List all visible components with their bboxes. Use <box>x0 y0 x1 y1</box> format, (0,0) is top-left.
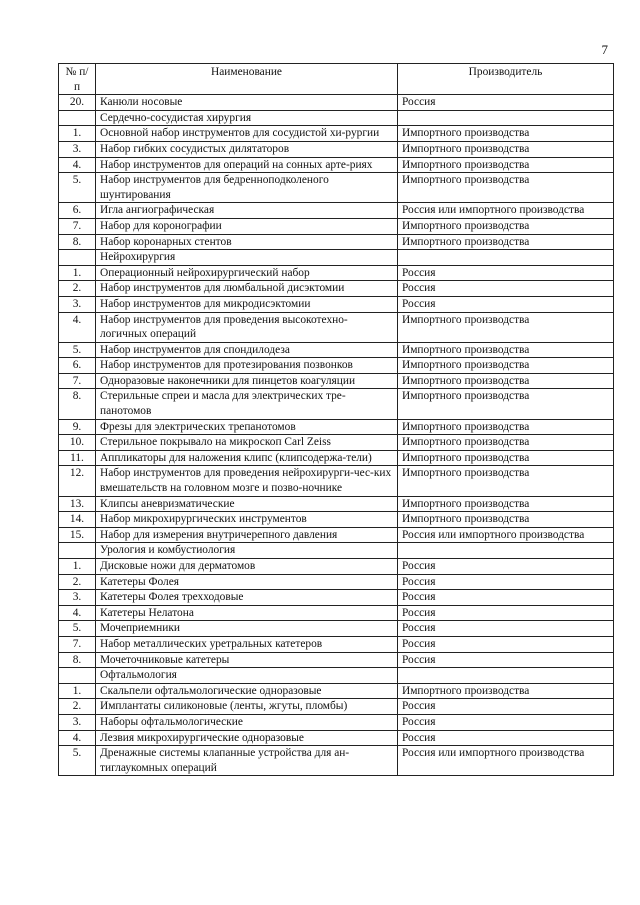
row-number: 15. <box>59 527 96 543</box>
page-number: 7 <box>601 42 608 57</box>
item-name: Одноразовые наконечники для пинцетов коагуляции <box>96 373 398 389</box>
row-number: 5. <box>59 746 96 776</box>
table-row <box>59 141 614 157</box>
row-number: 4. <box>59 157 96 173</box>
section-num-cell <box>59 668 96 684</box>
item-manufacturer: Импортного производства <box>398 373 614 389</box>
item-name: Аппликаторы для наложения клипс (клипсодержа-тели) <box>96 450 398 466</box>
item-name: Стерильные спреи и масла для электрических тре-панотомов <box>96 389 398 419</box>
table-row <box>59 714 614 730</box>
row-number: 3. <box>59 714 96 730</box>
item-manufacturer: Импортного производства <box>398 389 614 419</box>
item-manufacturer: Импортного производства <box>398 358 614 374</box>
table-row <box>59 126 614 142</box>
table-row <box>59 574 614 590</box>
item-name: Лезвия микрохирургические одноразовые <box>96 730 398 746</box>
row-number: 4. <box>59 730 96 746</box>
item-name: Набор коронарных стентов <box>96 234 398 250</box>
item-name: Фрезы для электрических трепанотомов <box>96 419 398 435</box>
row-number: 11. <box>59 450 96 466</box>
table-row <box>59 342 614 358</box>
row-number: 2. <box>59 574 96 590</box>
row-number: 8. <box>59 234 96 250</box>
item-name: Мочеточниковые катетеры <box>96 652 398 668</box>
item-manufacturer: Россия <box>398 730 614 746</box>
item-name: Наборы офтальмологические <box>96 714 398 730</box>
table-row <box>59 559 614 575</box>
table-row <box>59 312 614 342</box>
header-num: № п/п <box>59 64 96 95</box>
row-number: 20. <box>59 95 96 111</box>
item-manufacturer: Россия <box>398 699 614 715</box>
section-mfr-cell <box>398 250 614 266</box>
table-row <box>59 389 614 419</box>
item-manufacturer: Россия <box>398 559 614 575</box>
row-number: 1. <box>59 683 96 699</box>
item-manufacturer: Импортного производства <box>398 126 614 142</box>
table-row <box>59 419 614 435</box>
table-row <box>59 265 614 281</box>
item-name: Канюли носовые <box>96 95 398 111</box>
row-number: 1. <box>59 265 96 281</box>
row-number: 2. <box>59 281 96 297</box>
item-manufacturer: Импортного производства <box>398 312 614 342</box>
section-mfr-cell <box>398 110 614 126</box>
row-number: 8. <box>59 652 96 668</box>
item-name: Катетеры Фолея <box>96 574 398 590</box>
item-name: Набор металлических уретральных катетеров <box>96 636 398 652</box>
table-row <box>59 373 614 389</box>
item-name: Дисковые ножи для дерматомов <box>96 559 398 575</box>
item-name: Клипсы аневризматические <box>96 496 398 512</box>
row-number: 12. <box>59 466 96 496</box>
row-number: 9. <box>59 419 96 435</box>
row-number: 2. <box>59 699 96 715</box>
item-manufacturer: Россия <box>398 605 614 621</box>
row-number: 3. <box>59 296 96 312</box>
section-row <box>59 110 614 126</box>
row-number: 5. <box>59 342 96 358</box>
item-name: Набор для измерения внутричерепного давления <box>96 527 398 543</box>
section-title: Сердечно-сосудистая хирургия <box>96 110 398 126</box>
section-num-cell <box>59 543 96 559</box>
table-row <box>59 730 614 746</box>
row-number: 5. <box>59 173 96 203</box>
section-row <box>59 668 614 684</box>
section-mfr-cell <box>398 668 614 684</box>
row-number: 14. <box>59 512 96 528</box>
item-name: Набор инструментов для бедренноподколеного шунтирования <box>96 173 398 203</box>
item-name: Набор инструментов для микродисэктомии <box>96 296 398 312</box>
item-name: Набор инструментов для проведения высокотехно-логичных операций <box>96 312 398 342</box>
item-manufacturer: Россия <box>398 265 614 281</box>
row-number: 7. <box>59 218 96 234</box>
table-row <box>59 281 614 297</box>
item-manufacturer: Россия <box>398 95 614 111</box>
table-row <box>59 496 614 512</box>
section-mfr-cell <box>398 543 614 559</box>
item-name: Операционный нейрохирургический набор <box>96 265 398 281</box>
item-manufacturer: Импортного производства <box>398 141 614 157</box>
table-row <box>59 636 614 652</box>
table-row <box>59 590 614 606</box>
item-name: Катетеры Нелатона <box>96 605 398 621</box>
table-row <box>59 95 614 111</box>
table-row <box>59 358 614 374</box>
section-title: Урология и комбустиология <box>96 543 398 559</box>
section-title: Нейрохирургия <box>96 250 398 266</box>
table-row <box>59 466 614 496</box>
section-row <box>59 250 614 266</box>
table-row <box>59 512 614 528</box>
table-row <box>59 683 614 699</box>
item-name: Катетеры Фолея трехходовые <box>96 590 398 606</box>
table-row <box>59 296 614 312</box>
item-manufacturer: Импортного производства <box>398 450 614 466</box>
row-number: 1. <box>59 559 96 575</box>
item-manufacturer: Россия <box>398 714 614 730</box>
table-row <box>59 527 614 543</box>
row-number: 3. <box>59 590 96 606</box>
section-title: Офтальмология <box>96 668 398 684</box>
row-number: 8. <box>59 389 96 419</box>
item-manufacturer: Россия или импортного производства <box>398 203 614 219</box>
item-manufacturer: Россия <box>398 574 614 590</box>
row-number: 4. <box>59 312 96 342</box>
item-name: Основной набор инструментов для сосудистой хи-рургии <box>96 126 398 142</box>
item-name: Набор инструментов для протезирования позвонков <box>96 358 398 374</box>
item-name: Набор инструментов для люмбальной дисэктомии <box>96 281 398 297</box>
row-number: 7. <box>59 636 96 652</box>
table-row <box>59 450 614 466</box>
row-number: 1. <box>59 126 96 142</box>
section-row <box>59 543 614 559</box>
item-manufacturer: Импортного производства <box>398 466 614 496</box>
item-name: Мочеприемники <box>96 621 398 637</box>
table-row <box>59 157 614 173</box>
item-name: Набор инструментов для проведения нейрохирурги-чес-ких вмешательств на головном мозге и позво-ночнике <box>96 466 398 496</box>
item-manufacturer: Импортного производства <box>398 173 614 203</box>
item-manufacturer: Импортного производства <box>398 419 614 435</box>
item-manufacturer: Импортного производства <box>398 218 614 234</box>
item-name: Набор микрохирургических инструментов <box>96 512 398 528</box>
table-row <box>59 234 614 250</box>
table-header-row <box>59 64 614 95</box>
item-name: Игла ангиографическая <box>96 203 398 219</box>
item-manufacturer: Россия <box>398 652 614 668</box>
item-manufacturer: Импортного производства <box>398 683 614 699</box>
item-manufacturer: Импортного производства <box>398 234 614 250</box>
item-manufacturer: Импортного производства <box>398 157 614 173</box>
item-manufacturer: Импортного производства <box>398 512 614 528</box>
item-manufacturer: Россия <box>398 296 614 312</box>
table-row <box>59 605 614 621</box>
section-num-cell <box>59 110 96 126</box>
table-row <box>59 621 614 637</box>
row-number: 6. <box>59 203 96 219</box>
item-manufacturer: Импортного производства <box>398 342 614 358</box>
item-manufacturer: Россия <box>398 621 614 637</box>
row-number: 3. <box>59 141 96 157</box>
item-manufacturer: Россия <box>398 281 614 297</box>
item-name: Набор для коронографии <box>96 218 398 234</box>
item-name: Набор гибких сосудистых дилятаторов <box>96 141 398 157</box>
table-row <box>59 746 614 776</box>
row-number: 10. <box>59 435 96 451</box>
row-number: 13. <box>59 496 96 512</box>
header-manufacturer: Производитель <box>398 64 614 95</box>
item-name: Дренажные системы клапанные устройства для ан-тиглаукомных операций <box>96 746 398 776</box>
item-manufacturer: Россия <box>398 636 614 652</box>
table-row <box>59 652 614 668</box>
item-name: Стерильное покрывало на микроскоп Carl Zeiss <box>96 435 398 451</box>
table-row <box>59 435 614 451</box>
row-number: 6. <box>59 358 96 374</box>
table-row <box>59 203 614 219</box>
table-body <box>59 95 614 776</box>
item-name: Набор инструментов для спондилодеза <box>96 342 398 358</box>
table-row <box>59 218 614 234</box>
item-manufacturer: Россия или импортного производства <box>398 746 614 776</box>
item-name: Имплантаты силиконовые (ленты, жгуты, пломбы) <box>96 699 398 715</box>
item-name: Скальпели офтальмологические одноразовые <box>96 683 398 699</box>
item-manufacturer: Россия или импортного производства <box>398 527 614 543</box>
row-number: 7. <box>59 373 96 389</box>
row-number: 4. <box>59 605 96 621</box>
item-manufacturer: Импортного производства <box>398 435 614 451</box>
row-number: 5. <box>59 621 96 637</box>
item-name: Набор инструментов для операций на сонных арте-риях <box>96 157 398 173</box>
table-row <box>59 699 614 715</box>
section-num-cell <box>59 250 96 266</box>
item-manufacturer: Импортного производства <box>398 496 614 512</box>
equipment-table <box>58 63 614 776</box>
table-row <box>59 173 614 203</box>
header-name: Наименование <box>96 64 398 95</box>
item-manufacturer: Россия <box>398 590 614 606</box>
